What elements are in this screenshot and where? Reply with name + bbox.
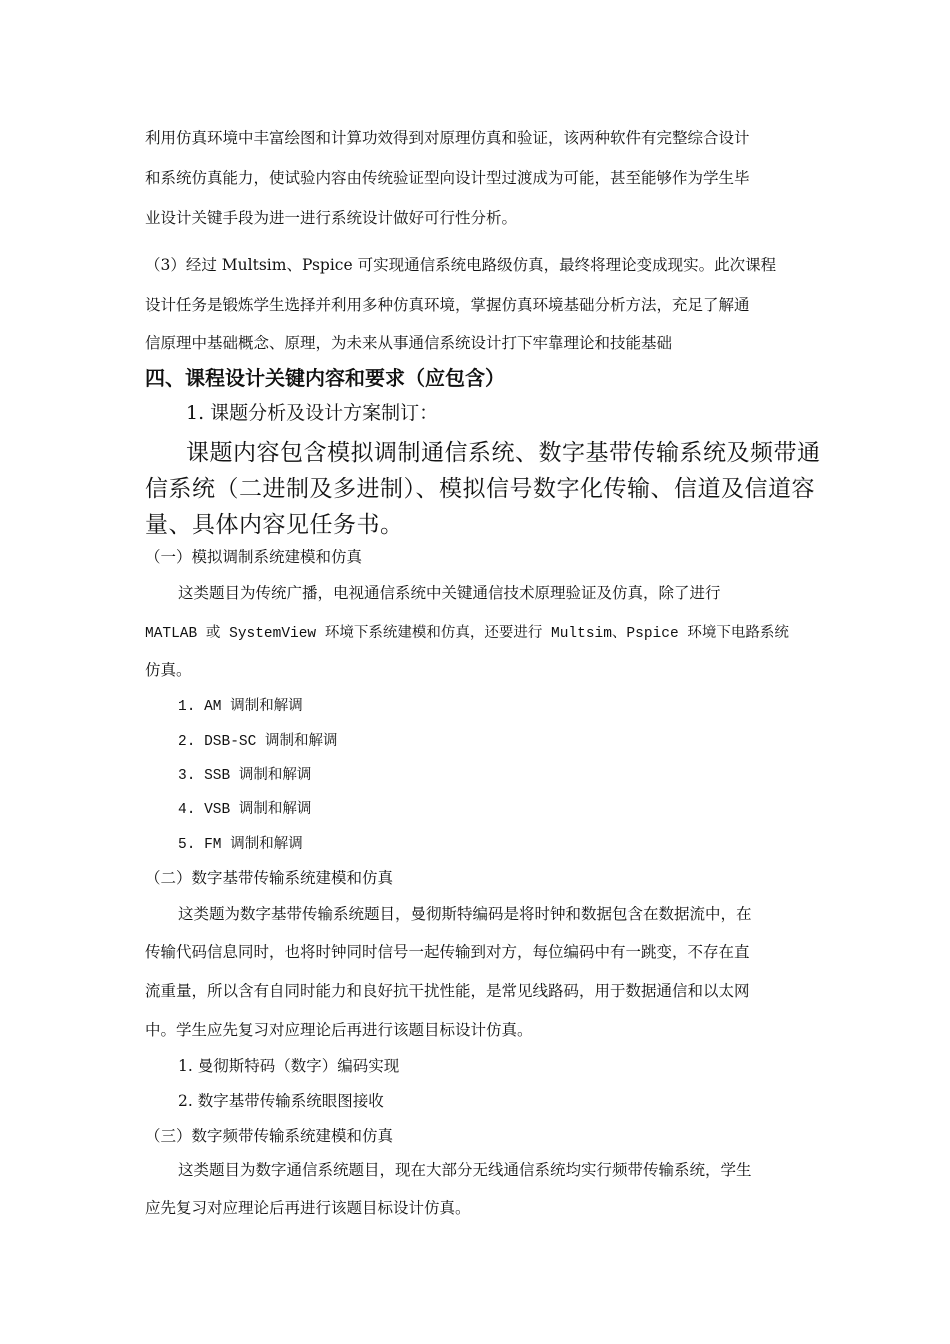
big-para-line-3: 量、具体内容见任务书。: [145, 512, 404, 538]
big-para-line-2: 信系统（二进制及多进制）、模拟信号数字化传输、信道及信道容: [145, 476, 815, 502]
subheading-1: 1. 课题分析及设计方案制订：: [186, 402, 439, 424]
section2-para-line-2: 传输代码信息同时，也将时钟同时信号一起传输到对方，每位编码中有一跳变，不存在直: [145, 943, 750, 961]
section1-para-line-2: MATLAB 或 SystemView 环境下系统建模和仿真，还要进行 Multsim、Pspice 环境下电路系统: [145, 626, 789, 642]
big-para-line-1: 课题内容包含模拟调制通信系统、数字基带传输系统及频带通: [186, 440, 821, 466]
section2-para-line-3: 流重量，所以含有自同时能力和良好抗干扰性能，是常见线路码，用于数据通信和以太网: [145, 982, 750, 1000]
section2-item-2: 2. 数字基带传输系统眼图接收: [178, 1092, 384, 1110]
section2-para-line-1: 这类题为数字基带传输系统题目，曼彻斯特编码是将时钟和数据包含在数据流中，在: [178, 905, 752, 923]
section1-para-line-3: 仿真。: [145, 661, 192, 679]
section3-para-line-2: 应先复习对应理论后再进行该题目标设计仿真。: [145, 1199, 471, 1217]
para3-line-3: 信原理中基础概念、原理，为未来从事通信系统设计打下牢靠理论和技能基础: [145, 334, 673, 352]
section1-item-4: 4. VSB 调制和解调: [178, 802, 312, 818]
section1-item-2: 2. DSB-SC 调制和解调: [178, 734, 338, 750]
section1-item-5: 5. FM 调制和解调: [178, 837, 303, 853]
section-heading-4: 四、课程设计关键内容和要求（应包含）: [145, 366, 505, 390]
intro-line-3: 业设计关键手段为进一进行系统设计做好可行性分析。: [145, 209, 518, 227]
intro-line-2: 和系统仿真能力，使试验内容由传统验证型向设计型过渡成为可能，甚至能够作为学生毕: [145, 169, 750, 187]
section3-title: （三）数字频带传输系统建模和仿真: [145, 1127, 394, 1145]
section2-title: （二）数字基带传输系统建模和仿真: [145, 869, 394, 887]
section1-item-1: 1. AM 调制和解调: [178, 699, 303, 715]
section2-item-1: 1. 曼彻斯特码（数字）编码实现: [178, 1057, 400, 1075]
section2-para-line-4: 中。学生应先复习对应理论后再进行该题目标设计仿真。: [145, 1021, 533, 1039]
section1-title: （一）模拟调制系统建模和仿真: [145, 548, 363, 566]
para3-line-2: 设计任务是锻炼学生选择并利用多种仿真环境，掌握仿真环境基础分析方法，充足了解通: [145, 296, 750, 314]
section1-item-3: 3. SSB 调制和解调: [178, 768, 312, 784]
intro-line-1: 利用仿真环境中丰富绘图和计算功效得到对原理仿真和验证，该两种软件有完整综合设计: [145, 129, 750, 147]
para3-line-1: （3）经过 Multsim、Pspice 可实现通信系统电路级仿真，最终将理论变成现实。此次课程: [145, 256, 777, 274]
section1-para-line-1: 这类题目为传统广播，电视通信系统中关键通信技术原理验证及仿真，除了进行: [178, 584, 721, 602]
section3-para-line-1: 这类题目为数字通信系统题目，现在大部分无线通信系统均实行频带传输系统，学生: [178, 1161, 752, 1179]
